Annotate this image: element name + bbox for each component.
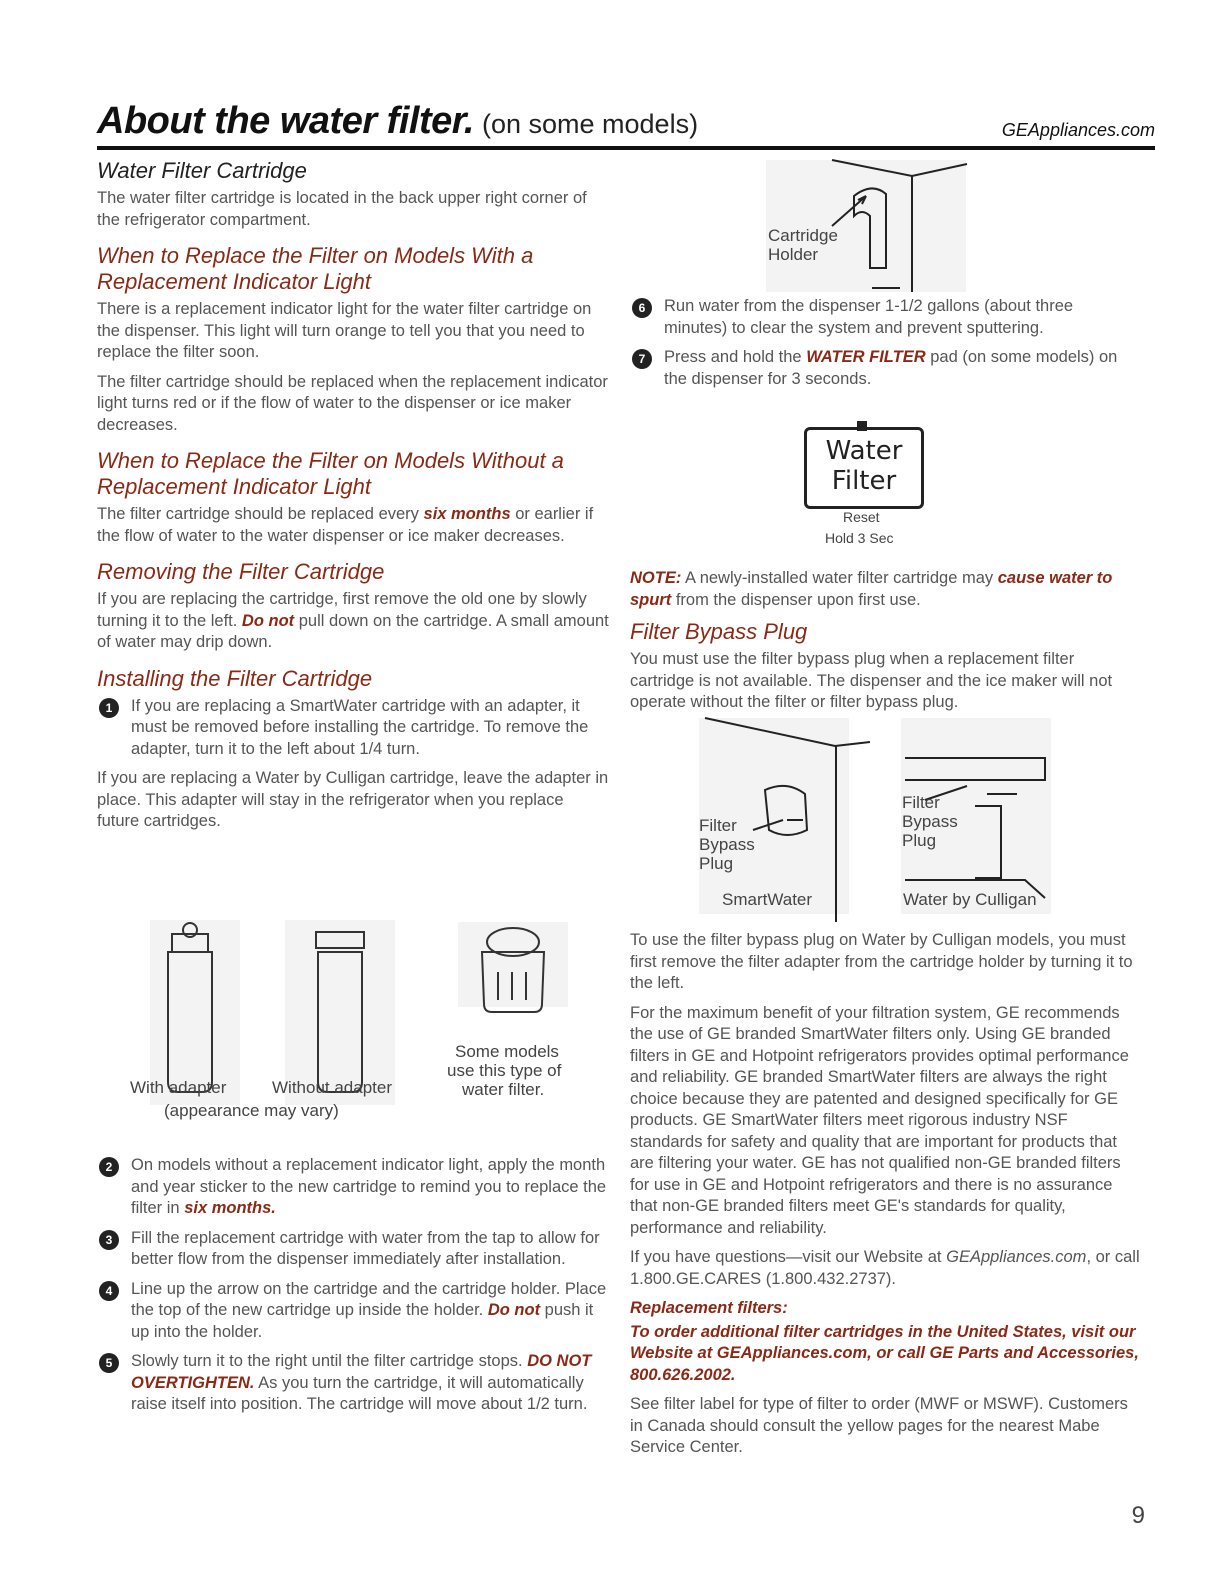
with-light-heading: When to Replace the Filter on Models With a Replacement Indicator Light [97,243,534,294]
benefit-text: For the maximum benefit of your filtration system, GE recommends the use of GE branded SmartWater filters only. Using GE branded filters in GE and Hotpoint refrigerators provides optimal performance and reliability. GE branded SmartWater filters are always the right choice because they are patented and designed specifically for GE products. GE SmartWater filters meet rigorous industry NSF standards for safety and quality that are important for products that are filtering your water. GE has not qualified non-GE branded filters for use in GE and Hotpoint refrigerators and there is no assurance that non-GE branded filters meet GE's standards for quality, performance and reliability. [630,1003,1129,1237]
fig-plug-2: Plug [902,831,937,850]
filter-label-text: See filter label for type of filter to order (MWF or MSWF). Customers in Canada should consult the yellow pages for the nearest Mabe Service Center. [630,1395,1128,1456]
pad-line-2: Filter [831,466,897,496]
left-steps [97,1155,609,1424]
step-text: On models without a replacement indicator light, apply the month and year sticker to the new cartridge to remind you to replace the filter in [131,1156,607,1217]
step-3 [97,1228,609,1271]
step-2 [97,1155,609,1220]
step-text: As you turn the cartridge, it will automatically raise itself into position. The cartridge will move about 1/2 turn. [131,1373,588,1413]
step-number-icon: 7 [632,349,652,369]
emphasis: WATER FILTER [806,348,926,366]
step-number-icon: 4 [99,1281,119,1301]
emphasis: cause water to spurt [630,569,1113,609]
right-steps [630,296,1140,398]
step-number-icon: 1 [99,698,119,718]
water-filter-pad [804,427,924,509]
title-subtitle: (on some models) [481,109,699,139]
fig-culligan: Water by Culligan [903,890,1037,909]
left-column [97,150,609,841]
fig-bypass-2: Bypass [902,812,958,831]
caption-some-models-3: water filter. [462,1080,545,1099]
text-span: A newly-installed water filter cartridge may [681,569,998,587]
replacement-order [630,1322,1140,1387]
step-number-icon: 6 [632,298,652,318]
text-span: pull down on the cartridge. A small amount of water may drip down. [97,611,609,651]
pad-hold: Hold 3 Sec [825,530,894,546]
questions-text [630,1247,1140,1290]
note-label: NOTE: [630,569,682,587]
text-span: If you are replacing the cartridge, first remove the old one by slowly turning it to the left. [97,590,587,630]
fig-bypass-1: Bypass [699,835,755,854]
step-text: push it up into the holder. [131,1301,594,1341]
fig-filter-2: Filter [902,793,940,812]
indicator-light-icon [857,421,867,431]
without-light-heading: When to Replace the Filter on Models Without a Replacement Indicator Light [97,448,564,499]
cartridge-text: The water filter cartridge is located in the back upper right corner of the refrigerator compartment. [97,189,587,229]
right-body-2 [630,930,1140,1467]
bypass-culligan-text: To use the filter bypass plug on Water by Culligan models, you must first remove the filter adapter from the cartridge holder by turning it to the left. [630,931,1133,992]
with-light-p1: There is a replacement indicator light for the water filter cartridge on the dispenser. This light will turn orange to tell you that you need to replace the filter soon. [97,300,592,361]
caption-without-adapter: Without adapter [272,1078,393,1097]
removing-heading: Removing the Filter Cartridge [97,559,385,584]
replacement-order-text: To order additional filter cartridges in the United States, visit our Website at GEAppliances.com, or call GE Parts and Accessories, 800.626.2002. [630,1322,1139,1384]
title-main: About the water filter. [97,100,474,142]
step-number-icon: 2 [99,1157,119,1177]
text-span: The filter cartridge should be replaced every [97,505,424,523]
text-span: If you have questions—visit our Website at [630,1248,947,1266]
holder-label-1: Cartridge [768,226,838,245]
step-text: Run water from the dispenser 1-1/2 gallons (about three minutes) to clear the system and prevent sputtering. [664,297,1074,337]
with-light-p2: The filter cartridge should be replaced when the replacement indicator light turns red or if the flow of water to the dispenser or ice maker decreases. [97,372,608,434]
site-url: GEAppliances.com [1001,120,1155,140]
step-text: Slowly turn it to the right until the filter cartridge stops. [131,1352,528,1370]
emphasis: Do not [487,1301,541,1319]
step-4 [97,1279,609,1344]
step-7 [630,347,1140,390]
cartridge-heading: Water Filter Cartridge [97,158,307,183]
step-number-icon: 5 [99,1353,119,1373]
page-title [97,100,698,143]
removing-text [97,589,609,654]
step-1 [97,696,609,761]
culligan-text: If you are replacing a Water by Culligan cartridge, leave the adapter in place. This adapter will stay in the refrigerator when you replace future cartridges. [97,769,609,830]
step-text: Press and hold the [664,348,807,366]
replacement-heading [630,1298,1140,1320]
step-text: pad (on some models) on the dispenser for 3 seconds. [664,348,1118,388]
caption-with-adapter: With adapter [130,1078,227,1097]
without-light-text [97,504,609,547]
step-5 [97,1351,609,1416]
page-number: 9 [1131,1502,1145,1529]
text-span: from the dispenser upon first use. [671,590,921,609]
pad-reset: Reset [843,509,880,525]
note-text [630,568,1140,611]
step-text: Fill the replacement cartridge with water from the tap to allow for better flow from the dispenser immediately after installation. [131,1228,600,1268]
website-link[interactable]: GEAppliances.com [946,1248,1087,1266]
step-6 [630,296,1140,339]
fig-smartwater: SmartWater [722,890,813,909]
text-span: or earlier if the flow of water to the water dispenser or ice maker decreases. [97,505,594,545]
bypass-heading: Filter Bypass Plug [630,619,808,644]
installing-heading: Installing the Filter Cartridge [97,665,373,691]
emphasis: six months [423,505,511,523]
step-number-icon: 3 [99,1230,119,1250]
holder-label-2: Holder [768,245,819,264]
text-span: , or call 1.800.GE.CARES (1.800.432.2737). [630,1248,1140,1288]
replacement-heading-text: Replacement filters: [630,1299,788,1317]
fig-filter-1: Filter [699,816,737,835]
step-text: Line up the arrow on the cartridge and the cartridge holder. Place the top of the new cartridge up inside the holder. [131,1279,607,1319]
emphasis: DO NOT OVERTIGHTEN. [131,1352,592,1392]
fig-plug-1: Plug [699,854,734,873]
pad-line-1: Water [825,436,903,466]
caption-some-models-1: Some models [455,1042,559,1061]
right-body [630,568,1140,722]
step-text: If you are replacing a SmartWater cartridge with an adapter, it must be removed before installing the cartridge. To remove the adapter, turn it to the left about 1/4 turn. [131,696,589,758]
bypass-text: You must use the filter bypass plug when a replacement filter cartridge is not available. The dispenser and the ice maker will not operate without the filter or filter bypass plug. [630,650,1113,711]
caption-appearance: (appearance may vary) [164,1101,339,1120]
emphasis: six months. [184,1199,276,1217]
caption-some-models-2: use this type of [447,1061,562,1080]
emphasis: Do not [241,611,295,630]
